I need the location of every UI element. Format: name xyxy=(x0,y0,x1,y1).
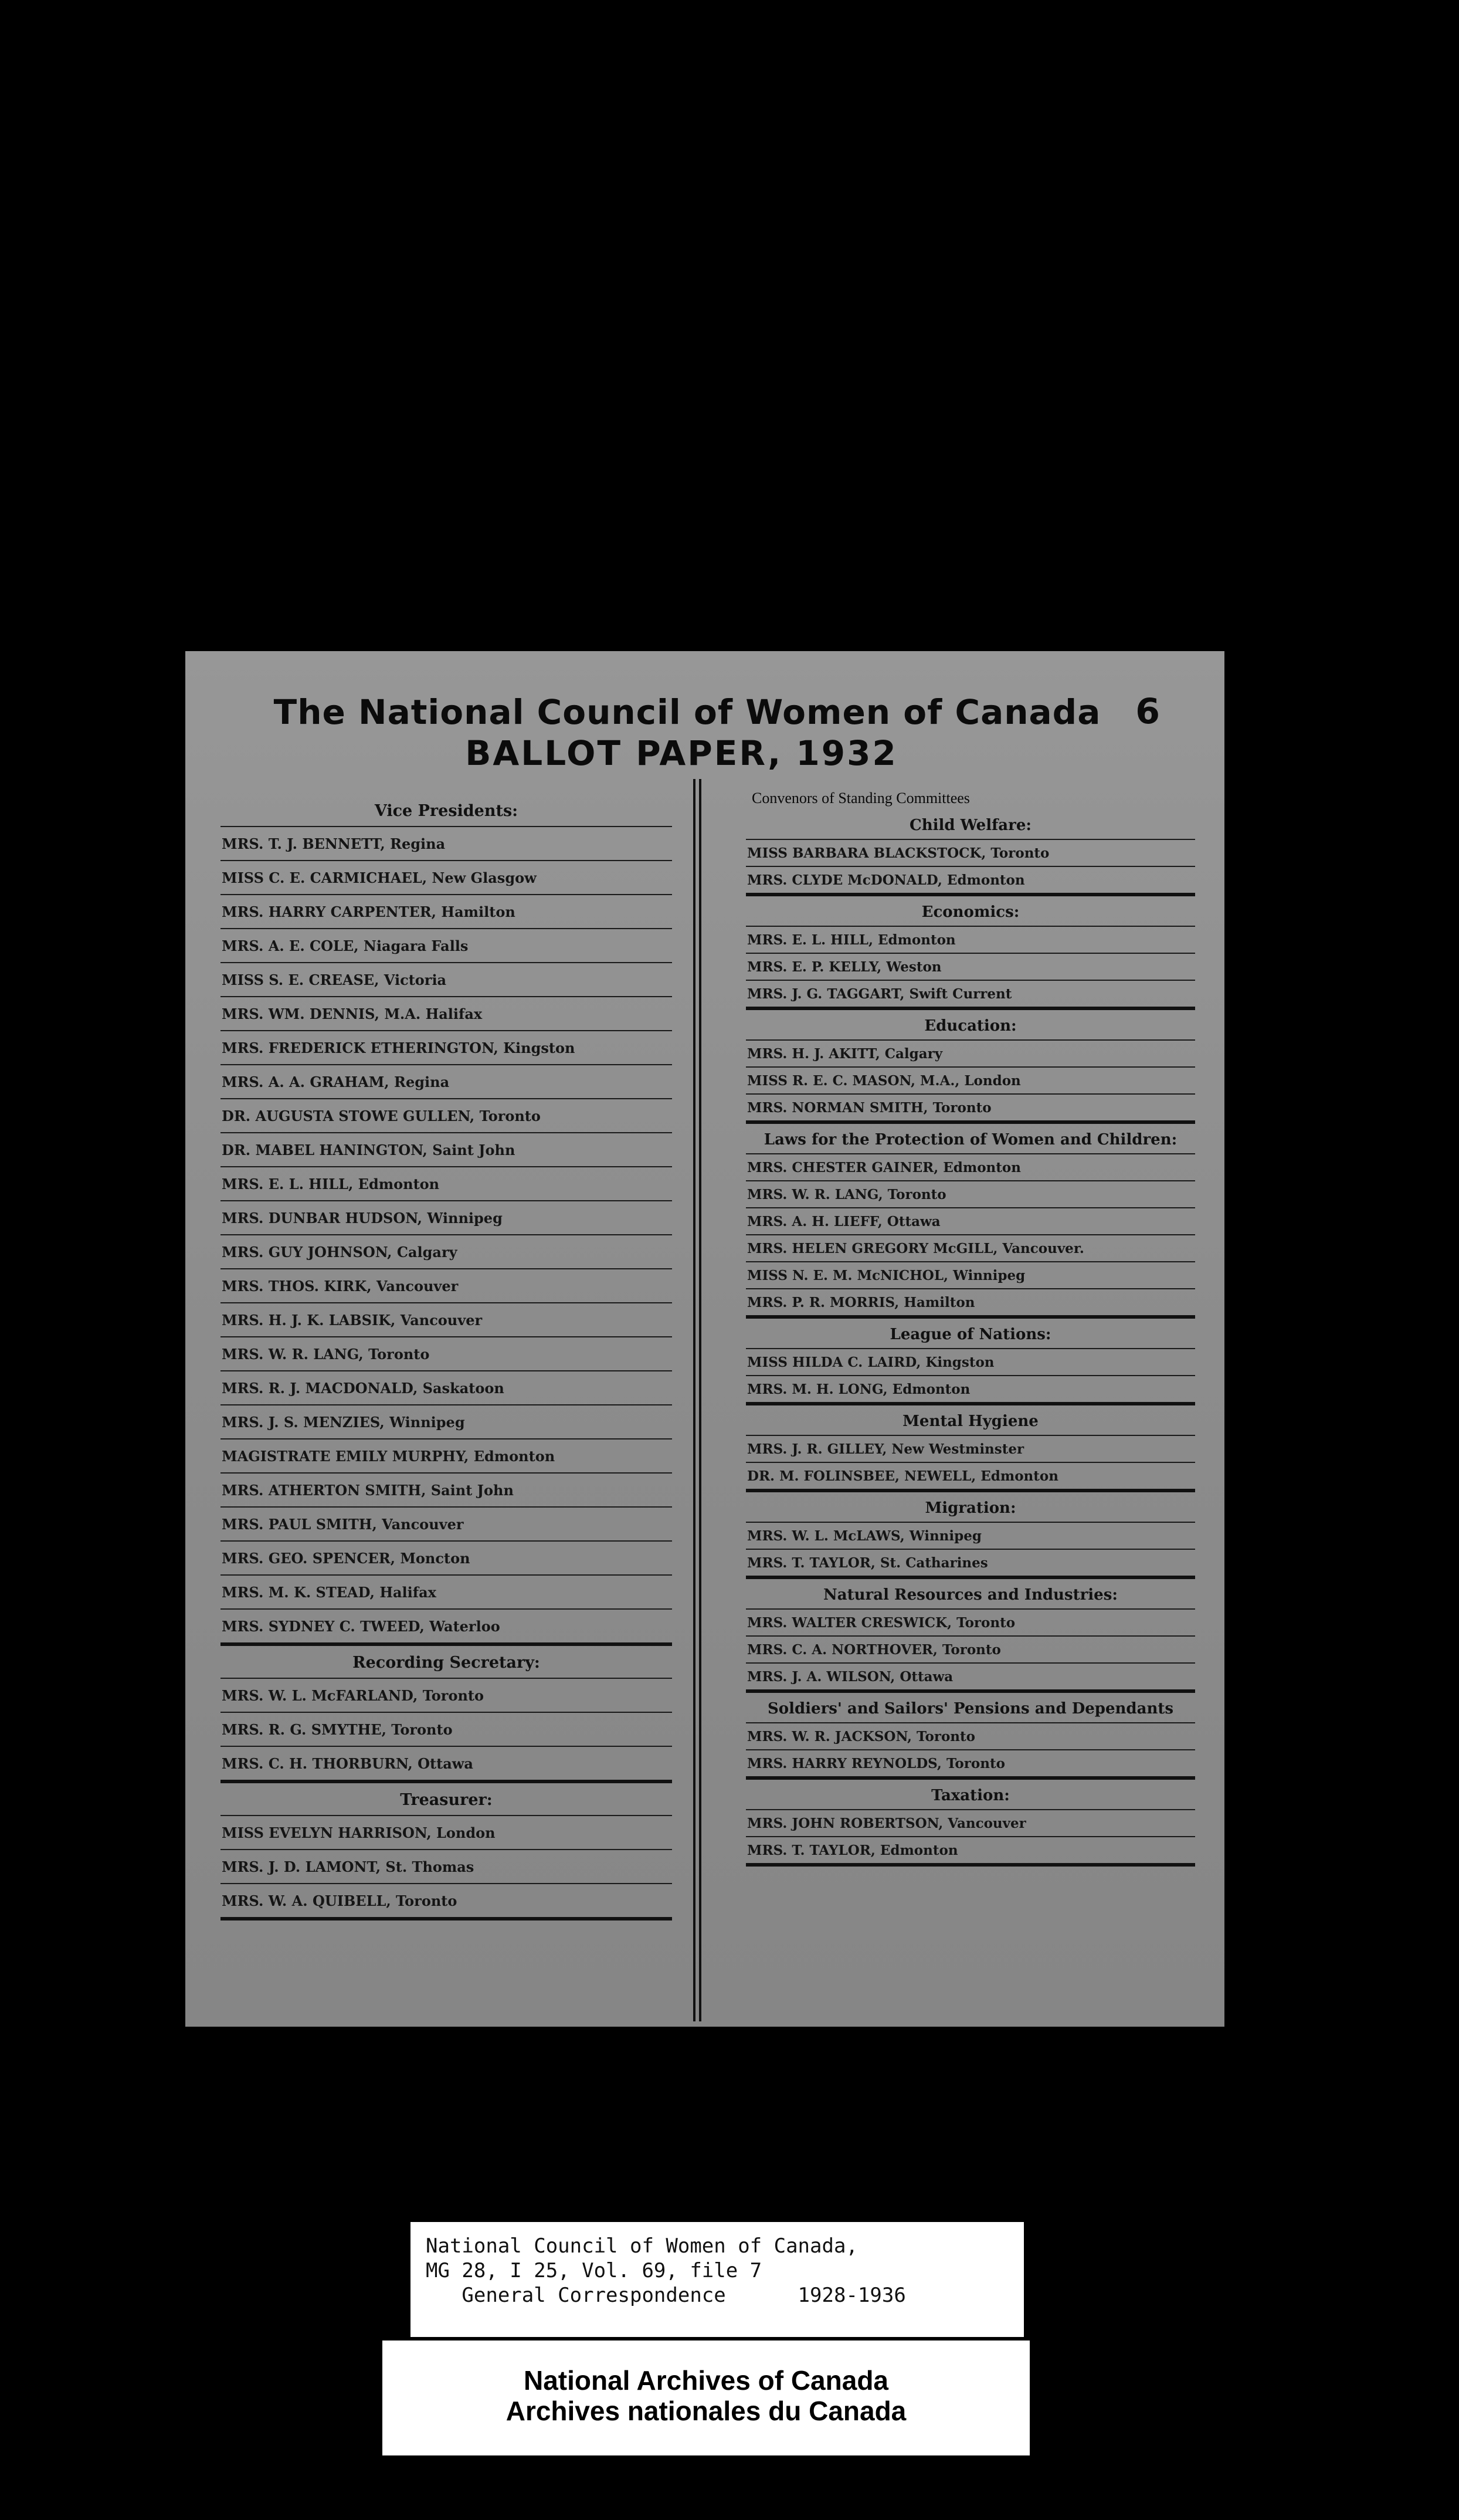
nominee-entry: DR. M. FOLINSBEE, NEWELL, Edmonton xyxy=(746,1462,1195,1489)
right-column-heading: Convenors of Standing Committees xyxy=(752,790,970,807)
nominee-entry: MRS. HELEN GREGORY McGILL, Vancouver. xyxy=(746,1234,1195,1261)
nominee-entry: MRS. W. R. JACKSON, Toronto xyxy=(746,1722,1195,1749)
section-title: Recording Secretary: xyxy=(352,1654,540,1672)
section-rule xyxy=(746,1315,1195,1321)
nominee-entry: MRS. W. A. QUIBELL, Toronto xyxy=(220,1883,672,1917)
reference-line: General Correspondence 1928-1936 xyxy=(426,2284,906,2307)
section-title: Laws for the Protection of Women and Children: xyxy=(764,1131,1178,1149)
nominee-entry: MRS. HARRY CARPENTER, Hamilton xyxy=(220,894,672,928)
nominee-entry: MRS. H. J. K. LABSIK, Vancouver xyxy=(220,1302,672,1336)
archives-stamp xyxy=(382,2341,1030,2455)
nominee-entry: MRS. W. L. McFARLAND, Toronto xyxy=(220,1678,672,1712)
archives-name-french: Archives nationales du Canada xyxy=(505,2396,907,2426)
nominee-entry: MRS. C. A. NORTHOVER, Toronto xyxy=(746,1635,1195,1662)
section-rule xyxy=(746,1689,1195,1695)
section-title: Vice Presidents: xyxy=(374,802,518,820)
section-rule xyxy=(746,1576,1195,1581)
nominee-entry: MRS. J. S. MENZIES, Winnipeg xyxy=(220,1404,672,1438)
nominee-entry: MRS. PAUL SMITH, Vancouver xyxy=(220,1506,672,1540)
section-title: Economics: xyxy=(921,903,1020,921)
nominee-entry: MRS. WALTER CRESWICK, Toronto xyxy=(746,1608,1195,1635)
section-rule xyxy=(746,1776,1195,1782)
nominee-entry: MRS. J. G. TAGGART, Swift Current xyxy=(746,980,1195,1007)
nominee-entry: MRS. T. TAYLOR, Edmonton xyxy=(746,1836,1195,1863)
section-title: Child Welfare: xyxy=(910,817,1032,834)
nominee-entry: MRS. DUNBAR HUDSON, Winnipeg xyxy=(220,1200,672,1234)
nominee-entry: MRS. W. L. McLAWS, Winnipeg xyxy=(746,1522,1195,1549)
section-rule xyxy=(746,1402,1195,1408)
nominee-entry: MRS. A. A. GRAHAM, Regina xyxy=(220,1064,672,1098)
section-title: Migration: xyxy=(925,1499,1016,1517)
nominee-entry: DR. MABEL HANINGTON, Saint John xyxy=(220,1132,672,1166)
nominee-entry: MISS HILDA C. LAIRD, Kingston xyxy=(746,1348,1195,1375)
section-rule xyxy=(746,1120,1195,1126)
right-column xyxy=(746,785,1195,1869)
nominee-entry: MRS. WM. DENNIS, M.A. Halifax xyxy=(220,996,672,1030)
nominee-entry: MISS C. E. CARMICHAEL, New Glasgow xyxy=(220,860,672,894)
nominee-entry: MRS. THOS. KIRK, Vancouver xyxy=(220,1268,672,1302)
nominee-entry: MISS N. E. M. McNICHOL, Winnipeg xyxy=(746,1261,1195,1288)
section-rule xyxy=(220,1917,672,1923)
nominee-entry: MISS S. E. CREASE, Victoria xyxy=(220,962,672,996)
nominee-entry: MAGISTRATE EMILY MURPHY, Edmonton xyxy=(220,1438,672,1472)
section-rule xyxy=(746,893,1195,899)
nominee-entry: MRS. W. R. LANG, Toronto xyxy=(746,1180,1195,1207)
nominee-entry: MRS. FREDERICK ETHERINGTON, Kingston xyxy=(220,1030,672,1064)
nominee-entry: MRS. E. L. HILL, Edmonton xyxy=(220,1166,672,1200)
reference-line: MG 28, I 25, Vol. 69, file 7 xyxy=(426,2259,762,2282)
section-rule xyxy=(220,1642,672,1648)
left-column xyxy=(220,797,672,1923)
nominee-entry: MRS. CHESTER GAINER, Edmonton xyxy=(746,1153,1195,1180)
nominee-entry: MRS. E. P. KELLY, Weston xyxy=(746,953,1195,980)
nominee-entry: MRS. P. R. MORRIS, Hamilton xyxy=(746,1288,1195,1315)
nominee-entry: MISS EVELYN HARRISON, London xyxy=(220,1815,672,1849)
nominee-entry: MRS. J. D. LAMONT, St. Thomas xyxy=(220,1849,672,1883)
section-title: Natural Resources and Industries: xyxy=(823,1586,1118,1604)
nominee-entry: MRS. A. H. LIEFF, Ottawa xyxy=(746,1207,1195,1234)
nominee-entry: MRS. T. J. BENNETT, Regina xyxy=(220,826,672,860)
column-divider xyxy=(693,779,701,2021)
archival-reference-label xyxy=(410,2222,1024,2337)
nominee-entry: MRS. R. G. SMYTHE, Toronto xyxy=(220,1712,672,1746)
nominee-entry: MRS. R. J. MACDONALD, Saskatoon xyxy=(220,1370,672,1404)
nominee-entry: MRS. CLYDE McDONALD, Edmonton xyxy=(746,866,1195,893)
nominee-entry: MRS. C. H. THORBURN, Ottawa xyxy=(220,1746,672,1780)
section-title: Taxation: xyxy=(931,1787,1010,1804)
nominee-entry: MRS. E. L. HILL, Edmonton xyxy=(746,926,1195,953)
document-title: The National Council of Women of Canada xyxy=(273,692,1101,732)
nominee-entry: MRS. JOHN ROBERTSON, Vancouver xyxy=(746,1809,1195,1836)
nominee-entry: MRS. J. R. GILLEY, New Westminster xyxy=(746,1435,1195,1462)
nominee-entry: MISS BARBARA BLACKSTOCK, Toronto xyxy=(746,839,1195,866)
section-rule xyxy=(746,1489,1195,1495)
reference-line: National Council of Women of Canada, xyxy=(426,2234,858,2258)
section-title: Education: xyxy=(924,1017,1017,1035)
nominee-entry: MRS. A. E. COLE, Niagara Falls xyxy=(220,928,672,962)
ballot-paper xyxy=(185,651,1224,2027)
section-title: Soldiers' and Sailors' Pensions and Dependants xyxy=(767,1700,1173,1718)
section-rule xyxy=(746,1007,1195,1012)
nominee-entry: MRS. W. R. LANG, Toronto xyxy=(220,1336,672,1370)
nominee-entry: MRS. GUY JOHNSON, Calgary xyxy=(220,1234,672,1268)
nominee-entry: MRS. SYDNEY C. TWEED, Waterloo xyxy=(220,1608,672,1642)
section-rule xyxy=(746,1863,1195,1869)
nominee-entry: MRS. M. K. STEAD, Halifax xyxy=(220,1574,672,1608)
nominee-entry: MRS. T. TAYLOR, St. Catharines xyxy=(746,1549,1195,1576)
nominee-entry: MRS. HARRY REYNOLDS, Toronto xyxy=(746,1749,1195,1776)
nominee-entry: MRS. M. H. LONG, Edmonton xyxy=(746,1375,1195,1402)
page-number: 6 xyxy=(1135,691,1160,732)
document-subtitle: BALLOT PAPER, 1932 xyxy=(465,733,898,773)
nominee-entry: MISS R. E. C. MASON, M.A., London xyxy=(746,1066,1195,1093)
section-rule xyxy=(220,1780,672,1786)
section-title: Mental Hygiene xyxy=(902,1413,1039,1430)
nominee-entry: MRS. ATHERTON SMITH, Saint John xyxy=(220,1472,672,1506)
nominee-entry: MRS. GEO. SPENCER, Moncton xyxy=(220,1540,672,1574)
nominee-entry: DR. AUGUSTA STOWE GULLEN, Toronto xyxy=(220,1098,672,1132)
nominee-entry: MRS. J. A. WILSON, Ottawa xyxy=(746,1662,1195,1689)
nominee-entry: MRS. NORMAN SMITH, Toronto xyxy=(746,1093,1195,1120)
archives-name-english: National Archives of Canada xyxy=(523,2365,888,2396)
section-title: League of Nations: xyxy=(890,1326,1051,1343)
nominee-entry: MRS. H. J. AKITT, Calgary xyxy=(746,1039,1195,1066)
section-title: Treasurer: xyxy=(400,1791,493,1809)
